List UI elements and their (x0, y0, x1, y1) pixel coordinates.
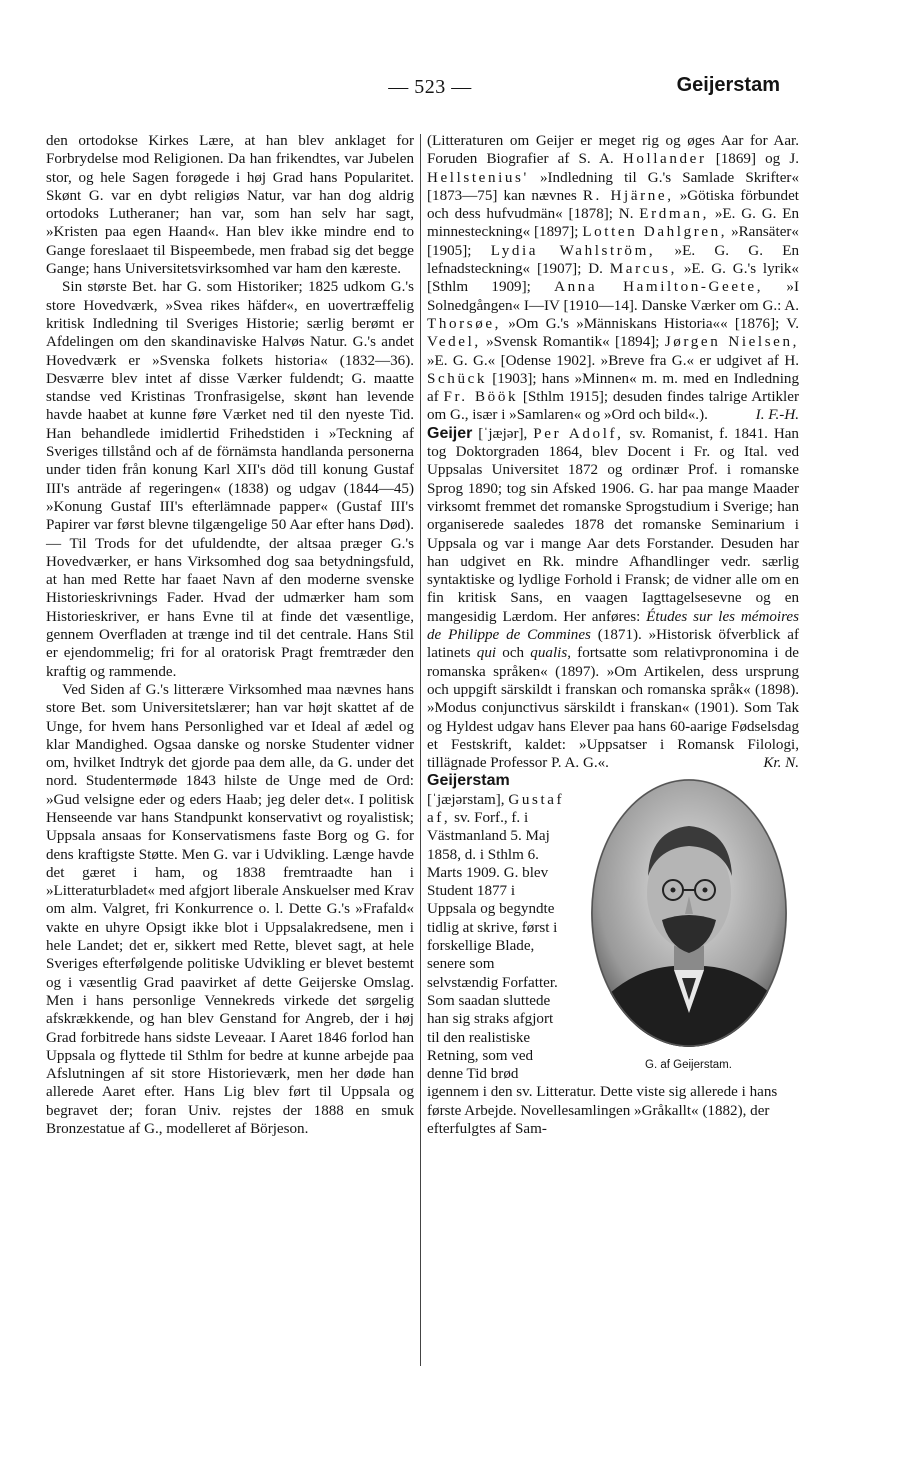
right-column (427, 132, 799, 1138)
running-head: Geijerstam (676, 74, 780, 96)
portrait-figure (576, 778, 801, 1074)
entry-headword: Geijerstam (427, 772, 510, 790)
paragraph: den ortodokse Kirkes Lære, at han blev anklaget for Forbrydelse mod Religionen. Da han frikendtes, var Jubelen stor, og hele Sagen forøgede i høj Grad hans Popularitet. Skønt G. var en dybt religiøs Natur, var han dog aldrig ortodoks Lutheraner; han var, som han selv har sagt, »Kristen paa egen Haand«. Han blev ikke mindre end to Gange foreslaaet til Bispeembede, men frabad sig det begge Gange; hans Universitetsvirksomhed var ham den kæreste. (46, 133, 414, 278)
portrait-image (590, 778, 788, 1048)
signature: Kr. N. (763, 755, 799, 772)
paragraph: Sin største Bet. har G. som Historiker; 1825 udkom G.'s store Hovedværk, »Svea rikes häfder«, en uovertræffelig kritisk Indledning til Sveriges Historie; særlig berømt er Afdelingen om den skandinaviske Halvøs Natur. G.'s andet Hovedværk er »Svenska folkets historia« (1832—36). Desværre blev intet af disse Værker fuldendt; G. maatte standse ved Kristinas Tronfrasigelse, skønt han levende havde haabet at kunne føre Værket ned til den nyeste Tid. Han behandlede imidlertid Frihedstiden i »Teckning af Sveriges tillstånd och af de förnämsta handlanda personerna under tiden från konung Karl XII's död till konung Gustaf III's anträde af regeringen« (1838) og udgav (1844—45) »Konung Gustaf III's efterlämnade papper« (Gustaf III's Papirer var først blevne tilgængelige 50 Aar efter hans Død). — Til Trods for det ufuldendte, der altsaa præger G.'s Hovedværker, er hans Virksomhed dog saa betydningsfuld, at han med Rette har faaet Navn af den moderne svenske Historieskrivnings Fader. Hvad der udmærker ham som Historieskriver, er hans Evne til at finde det væsentlige, gennem Overfladen at trænge ind til det centrale. Hans Stil er ejendommelig; fri for al oratorisk Pragt fremtræder den kraftig og rammende. (46, 279, 414, 680)
paragraph: Ved Siden af G.'s litterære Virksomhed maa nævnes hans store Bet. som Universitetslærer; han var højt skattet af de Unge, for hvem hans Personlighed var et Ideal af ædel og klar Mandighed. Ogsaa danske og norske Studenter vidner om, hvilket Indtryk det gjorde paa dem alle, da G. under det nord. Studentermøde 1843 hilste de Unge med de Ord: »Gud velsigne eder og eders Haab; jeg deler det«. I politisk Henseende var hans Standpunkt konservativt og royalistisk; Uppsala ansaas for Konservatismens faste Borg og G. for dens kraftigste Støtte. Men G. var i Udvikling. Længe havde det gæret i ham, og 1838 fremtraadte han i »Litteraturbladet« med afgjort liberale Anskuelser med Krav om alm. Valgret, fri Konkurrence o. l. Dette G.'s »Frafald« vakte en uhyre Opsigt ikke blot i Uppsalakredsene, men i hele Landet; det er, sikkert med Rette, blevet sagt, at hele Sveriges efterfølgende politiske Udvikling er blevet bestemt og i væsentlig Grad paavirket af dette Geijerske Omslag. Men i hans personlige Vennekreds virkede det sørgelig afskrækkende, og han blev Genstand for Angreb, der i høj Grad forbitrede hans sidste Leveaar. I Aaret 1846 forlod han Uppsala og flyttede til Sthlm for bedre at kunne arbejde paa Afslutningen af sit store Historieværk, men her døde han allerede Aaret efter. Hans Lig blev ført til Uppsala og begravet der; foran Univ. rejstes der 1888 en smuk Bronzestatue af G., modelleret af Börjeson. (46, 681, 414, 1138)
portrait-caption: G. af Geijerstam. (645, 1059, 732, 1072)
signature: I. F.-H. (755, 407, 799, 424)
entry-geijer-per-adolf: Geijer [ˈjæjər], Per Adolf, sv. Romanist, f. 1841. Han tog Doktorgraden 1864, blev Docent i Fr. og Ital. ved Uppsalas Universitet 1872 og ordinær Prof. i romanske Sprog 1890; tog sin Afsked 1906. G. har paa mange Maader virksomt fremmet det romanske Sprogstudium i Sverige; han organiserede saaledes 1878 det romanske Seminarium i Uppsala og var i mange Aar dets Forstander. Desuden har han udgivet en Rk. mindre Afhandlinger vedr. særlig syntaktiske og lydlige Forhold i Fransk; de vidner alle om en fin kritisk Sans, en vaagen Iagttagelsesevne og en mangesidig Lærdom. Her anføres: Études sur les mémoires de Philippe de Commines (1871). »Historisk öfverblick af latinets qui och qualis, fortsatte som relativpronomina i de romanska språken« (1897). »Om Artikelen, dess ursprung och uppgift särskildt i franskan och romanska språk« (1898). »Modus conjunctivus särskildt i franskan« (1901). Som Tak og Hyldest udgav hans Elever paa hans 60-aarige Fødselsdag et Festskrift, kaldet: »Uppsatser i Romansk Filologi, tillägnade Professor P. A. G.«. Kr. N. (427, 424, 800, 772)
literature-paragraph: (Litteraturen om Geijer er meget rig og øges Aar for Aar. Foruden Biografier af S. A. Hollander [1869] og J. Hellstenius' »Indledning til G.'s Samlade Skrifter« [1873—75] kan nævnes R. Hjärne, »Götiska förbundet och dess hufvudmän« [1878]; N. Erdman, »E. G. G. En minnesteckning« [1897]; Lotten Dahlgren, »Ransäter« [1905]; Lydia Wahlström, »E. G. G. En lefnadsteckning« [1907]; D. Marcus, »E. G. G.'s lyrik« [Sthlm 1909]; Anna Hamilton-Geete, »I Solnedgången« I—IV [1910—14]. Danske Værker om G.: A. Thorsøe, »Om G.'s »Människans Historia«« [1876]; V. Vedel, »Svensk Romantik« [1894]; Jørgen Nielsen, »E. G. G.« [Odense 1902]. »Breve fra G.« er udgivet af H. Schück [1903]; hans »Minnen« m. m. med en Indledning af Fr. Böök [Sthlm 1915]; desuden findes talrige Artikler om G., især i »Samlaren« og »Ord och bild«.). I. F.-H. (427, 133, 800, 424)
column-divider (420, 134, 421, 1366)
page-number: — 523 — (388, 76, 472, 98)
left-column (46, 132, 414, 1138)
entry-geijerstam-gustaf: G. af Geijerstam. Geijerstam [ˈjæjərstam], Gustaf af, sv. Forf., f. i Västmanland 5. Maj 1858, d. i Sthlm 6. Marts 1909. G. blev Student 1877 i Uppsala og begyndte tidlig at skrive, først i forskellige Blade, senere som selvstændig Forfatter. Som saadan sluttede han sig straks afgjort til den realistiske Retning, som ved denne Tid brød igennem i den sv. Litteratur. Dette viste sig allerede i hans første Arbejde. Novellesamlingen »Gråkallt« (1882), der efterfulgtes af Sam- (427, 772, 799, 1138)
entry-headword: Geijer (427, 424, 473, 442)
